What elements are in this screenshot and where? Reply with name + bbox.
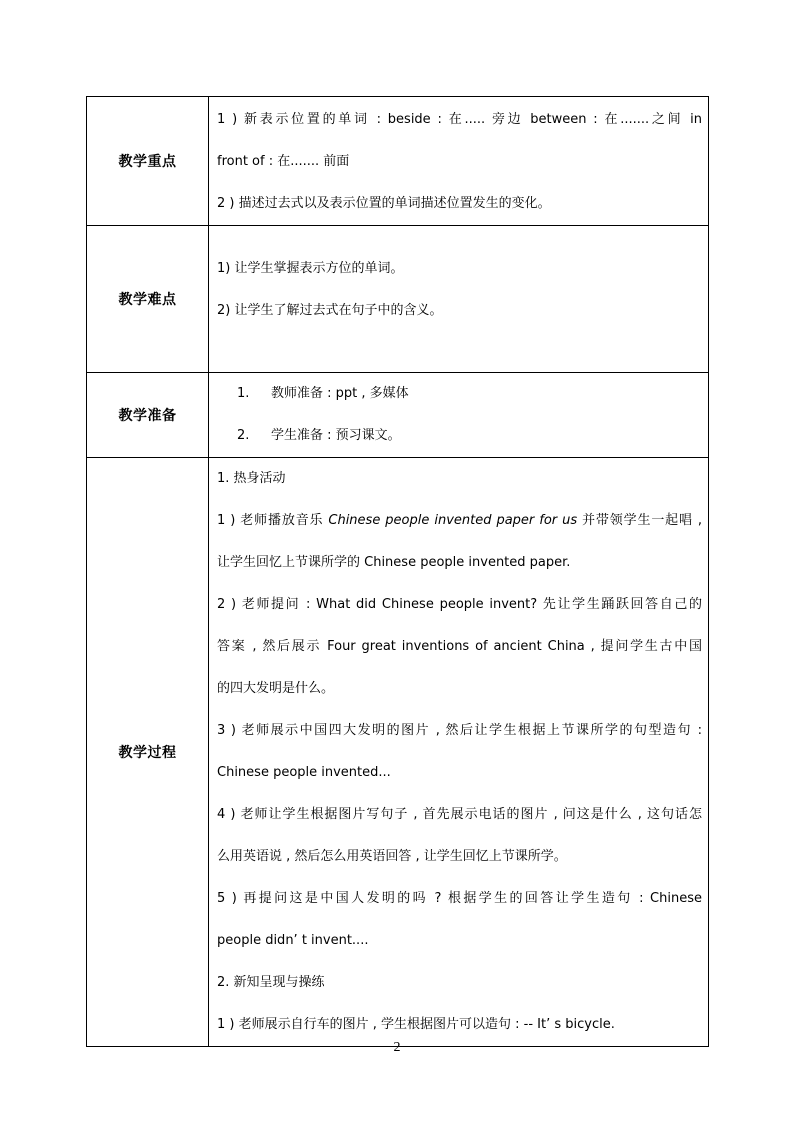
row-label-difficulty: 教学难点 [118, 292, 177, 308]
content-cell [209, 226, 709, 373]
process-line: 么用英语说 , 然后怎么用英语回答 , 让学生回忆上节课所学。 [217, 849, 567, 864]
process-line: 3 ) 老师展示中国四大发明的图片 , 然后让学生根据上节课所学的句型造句 : [217, 723, 702, 738]
process-heading-new-knowledge: 2. 新知呈现与操练 [217, 975, 325, 990]
content-cell [209, 458, 709, 1047]
preparation-item-2 [217, 415, 702, 457]
row-teaching-process [87, 458, 709, 1047]
focus-line-1: 1 ) 新表示位置的单词 : beside : 在..... 旁边 between : 在.......之间 in [217, 112, 702, 127]
row-teaching-difficulty [87, 226, 709, 373]
text-segment: 并带领学生一起唱 , [577, 513, 702, 528]
process-line: 1 ) 老师展示自行车的图片 , 学生根据图片可以造句 : -- It’ s bicycle. [217, 1017, 615, 1032]
item-text: 学生准备 : 预习课文。 [271, 428, 401, 443]
row-teaching-focus [87, 97, 709, 226]
item-text: 教师准备 : ppt , 多媒体 [271, 386, 409, 401]
process-line: 的四大发明是什么。 [217, 681, 335, 696]
lesson-plan-table [86, 96, 709, 1047]
song-title: Chinese people invented paper for us [328, 513, 578, 528]
focus-line-2: front of : 在....... 前面 [217, 154, 350, 169]
label-cell [87, 226, 209, 373]
row-label-process: 教学过程 [118, 745, 177, 761]
label-cell [87, 373, 209, 458]
process-line: 5 ) 再提问这是中国人发明的吗 ? 根据学生的回答让学生造句 : Chinese [217, 891, 702, 906]
difficulty-line-1: 1) 让学生掌握表示方位的单词。 [217, 261, 404, 276]
focus-line-3: 2 ) 描述过去式以及表示位置的单词描述位置发生的变化。 [217, 196, 551, 211]
item-number: 2. [237, 428, 250, 443]
item-number: 1. [237, 386, 250, 401]
row-teaching-preparation [87, 373, 709, 458]
process-line: 答案 , 然后展示 Four great inventions of ancient China , 提问学生古中国 [217, 639, 702, 654]
page-number: 2 [393, 1040, 401, 1055]
process-line: 4 ) 老师让学生根据图片写句子 , 首先展示电话的图片 , 问这是什么 , 这句话怎 [217, 807, 702, 822]
process-heading-warmup: 1. 热身活动 [217, 471, 286, 486]
row-label-focus: 教学重点 [118, 154, 177, 170]
process-line: 2 ) 老师提问 : What did Chinese people invent? 先让学生踊跃回答自己的 [217, 597, 702, 612]
row-label-preparation: 教学准备 [118, 408, 177, 424]
label-cell [87, 97, 209, 226]
process-line: 让学生回忆上节课所学的 Chinese people invented paper. [217, 555, 571, 570]
process-line: people didn’ t invent.... [217, 933, 369, 948]
difficulty-line-2: 2) 让学生了解过去式在句子中的含义。 [217, 303, 443, 318]
content-cell [209, 373, 709, 458]
text-segment: 1 ) 老师播放音乐 [217, 513, 329, 528]
process-line: Chinese people invented... [217, 765, 391, 780]
preparation-item-1 [217, 373, 702, 415]
process-line [217, 500, 702, 542]
label-cell [87, 458, 209, 1047]
content-cell [209, 97, 709, 226]
